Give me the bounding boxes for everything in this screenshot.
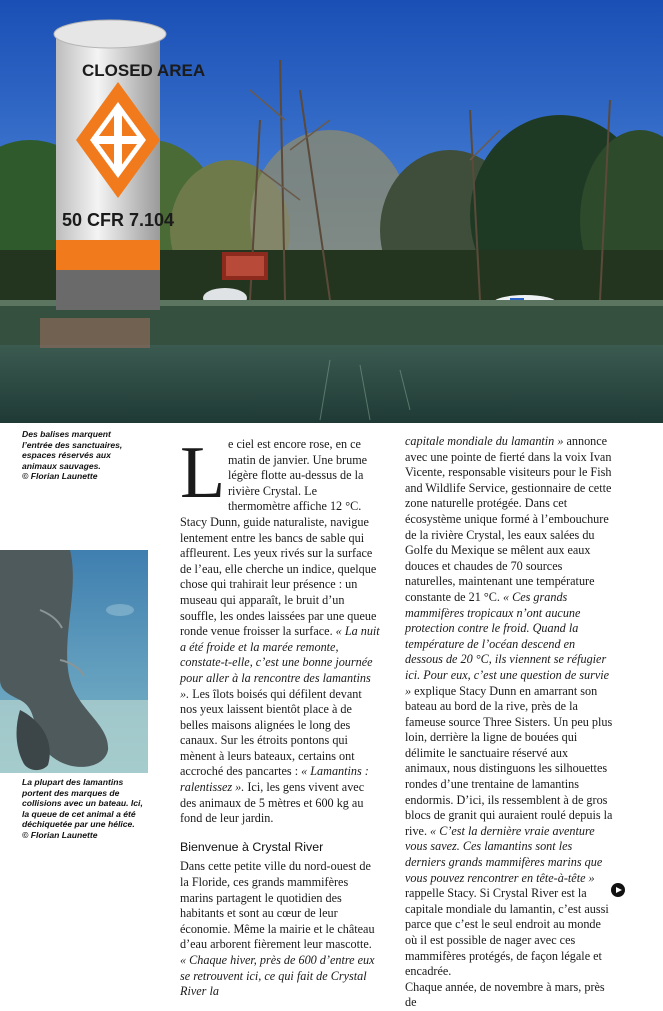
- photo-credit: © Florian Launette: [22, 471, 98, 482]
- caption-text: La plupart des lamantins portent des marques de collisions avec un bateau. Ici, la queue de cet animal a été déchiquetée par une hélice.: [22, 777, 143, 830]
- article-column-1: [180, 432, 380, 1000]
- photo-caption: [22, 429, 142, 482]
- text-run: Ici, les gens vivent avec des animaux de 5 mètres et 600 kg au fond de leur jardin.: [180, 780, 365, 826]
- article-paragraph: Chaque année, de novembre à mars, près de: [405, 979, 605, 1010]
- quote: « Ces grands mammifères tropicaux n’ont aucune protection contre le froid. Quand la température de l’océan descend en dessous de 20 °C, ils viennent se réfugier ici. Pour eux, c’est une question de survie »: [405, 589, 610, 698]
- manatee-illustration: [0, 550, 148, 773]
- text-run: Les îlots boisés qui défilent devant nos yeux laissent bientôt place à de belles maisons alignées le long des canaux. Sur les étroits pontons qui mènent à leurs bateaux, certains ont accroché des pancartes :: [180, 686, 362, 779]
- text-run: explique Stacy Dunn en amarrant son bateau au bord de la rive, près de la fameuse source Three Sisters. Un peu plus loin, derrière la ligne de bouées qui délimite le sanctuaire réservé aux animaux, nous distinguons les silhouettes rondes d’une trentaine de lamantins endormis. D’ici, ils ressemblent à de gros blocs de granit qui auraient roulé depuis la rive.: [405, 683, 613, 838]
- quote: « La nuit a été froide et la marée remonte, constate-t-elle, c’est une bonne journée pour aller à la rencontre des lamantins ».: [180, 624, 380, 701]
- text-run: e ciel est encore rose, en ce matin de janvier. Une brume légère flotte au-dessus de la rivière Crystal. Le thermomètre affiche 12 °C. Stacy Dunn, guide naturaliste, navigue lentement entre les bancs de sable qui affleurent. Les yeux rivés sur la surface de l’eau, elle cherche un indice, quelque chose qui trahirait leur présence : un museau qui apparaît, le bruit d’un souffle, les ondes laissées par une queue ronde venue froisser la surface.: [180, 437, 377, 639]
- article-paragraph: [180, 859, 380, 999]
- article-column-2: [405, 434, 615, 1011]
- article-paragraph: [405, 434, 615, 980]
- buoy-label-bottom: 50 CFR 7.104: [62, 210, 175, 230]
- hero-photo-illustration: [0, 0, 663, 423]
- section-heading: Bienvenue à Crystal River: [180, 839, 324, 854]
- text-run: annonce avec une pointe de fierté dans la voix Ivan Vicente, responsable visiteurs pour le Fish and Wildlife Service, gestionnaire de cette zone naturelle protégée. Dans cet écosystème unique formé à l’embouchure de la rivière Crystal, les eaux salées du Golfe du Mexique se mêlent aux eaux douces et chaudes de 70 sources naturelles, maintenant une température constante de 21 °C.: [405, 434, 612, 604]
- quote: « Lamantins : ralentissez ».: [180, 764, 369, 795]
- text-run: Dans cette petite ville du nord-ouest de la Floride, ces grands mammifères marins partagent le quotidien des habitants et sont au cœur de leur économie. Même la mairie et le château d’eau arborent fièrement leur mascotte.: [180, 859, 375, 952]
- hero-photo: [0, 0, 663, 423]
- quote: capitale mondiale du lamantin »: [405, 434, 564, 448]
- quote: « Chaque hiver, près de 600 d’entre eux se retrouvent ici, ce qui fait de Crystal River la: [180, 953, 375, 999]
- drop-cap: L: [180, 432, 226, 514]
- next-page-arrow-icon[interactable]: [611, 883, 625, 897]
- caption-text: Des balises marquent l’entrée des sanctuaires, espaces réservés aux animaux sauvages.: [22, 429, 123, 471]
- quote: « C’est la dernière vraie aventure vous savez. Ces lamantins sont les derniers grands mammifères marins que vous pouvez rencontrer en tête-à-tête »: [405, 823, 603, 885]
- buoy-label-top: CLOSED AREA: [82, 61, 206, 80]
- article-paragraph: [180, 432, 380, 827]
- photo-caption: [22, 777, 144, 841]
- manatee-photo: [0, 550, 148, 773]
- caption-column: [0, 423, 148, 900]
- text-run: rappelle Stacy. Si Crystal River est la capitale mondiale du lamantin, c’est aussi parce que c’est le seul endroit au monde où il est possible de nager avec ces mammifères protégés, de façon légale et encadrée.: [405, 886, 609, 979]
- photo-credit: © Florian Launette: [22, 829, 98, 840]
